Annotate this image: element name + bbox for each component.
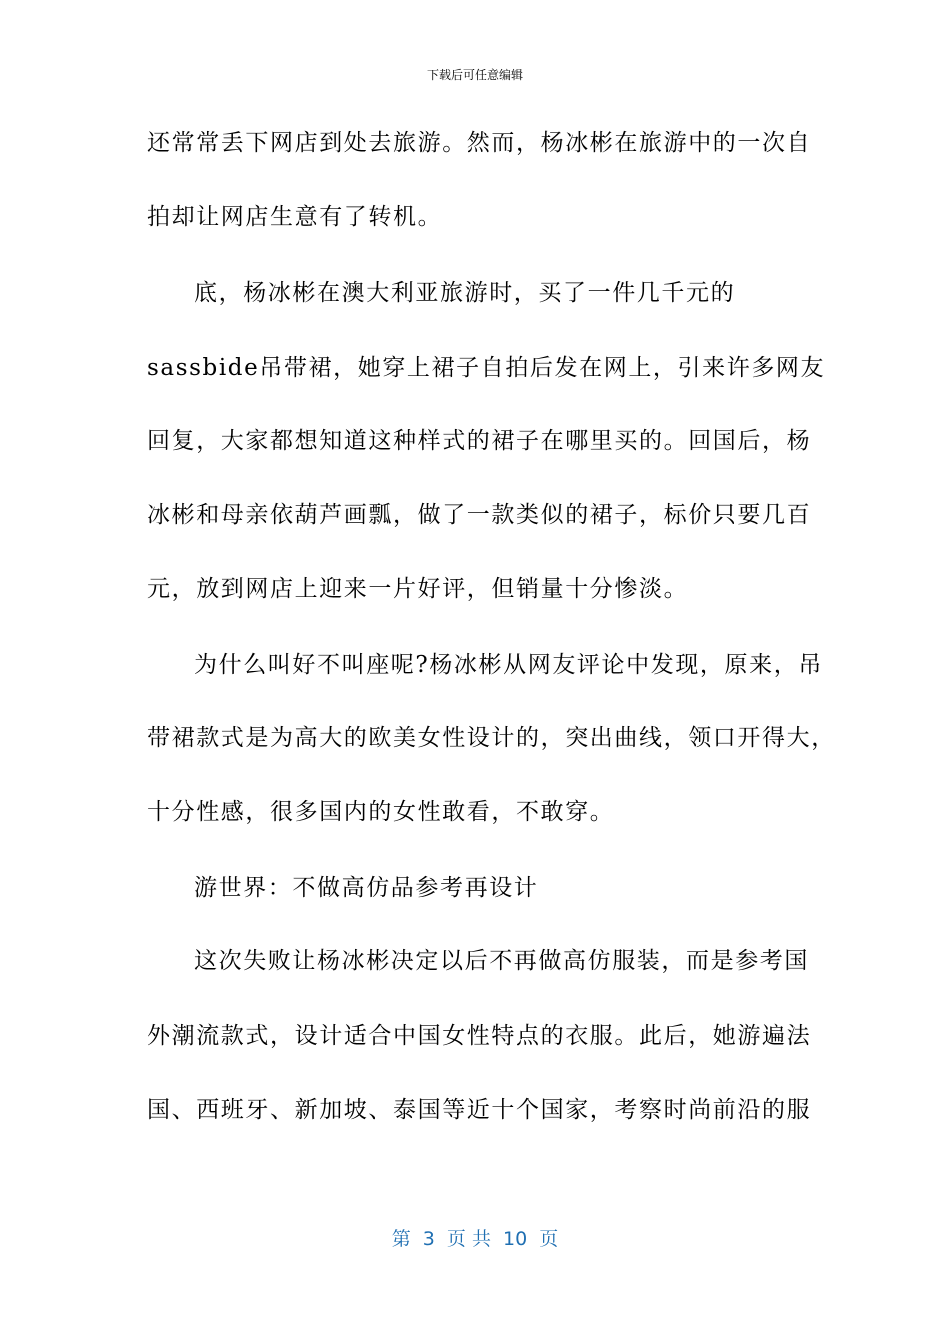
body-line: 外潮流款式，设计适合中国女性特点的衣服。此后，她游遍法 <box>147 1023 812 1049</box>
section-heading: 游世界：不做高仿品参考再设计 <box>194 875 539 901</box>
page-number: 第 3 页 共 10 页 <box>391 1228 559 1250</box>
body-line: 带裙款式是为高大的欧美女性设计的，突出曲线，领口开得大， <box>147 725 836 751</box>
body-line: 拍却让网店生意有了转机。 <box>147 204 443 230</box>
body-line: 元，放到网店上迎来一片好评，但销量十分惨淡。 <box>147 576 689 602</box>
body-line: 还常常丢下网店到处去旅游。然而，杨冰彬在旅游中的一次自 <box>147 130 812 156</box>
paragraph-start-line: 这次失败让杨冰彬决定以后不再做高仿服装，而是参考国 <box>194 948 809 974</box>
body-line: 冰彬和母亲依葫芦画瓢，做了一款类似的裙子，标价只要几百 <box>147 502 812 528</box>
header-note: 下载后可任意编辑 <box>426 68 523 82</box>
body-line: 十分性感，很多国内的女性敢看，不敢穿。 <box>147 799 615 825</box>
body-line: 国、西班牙、新加坡、泰国等近十个国家，考察时尚前沿的服 <box>147 1097 812 1123</box>
body-line: 回复，大家都想知道这种样式的裙子在哪里买的。回国后，杨 <box>147 428 812 454</box>
body-line: sassbide吊带裙，她穿上裙子自拍后发在网上，引来许多网友 <box>147 355 826 381</box>
paragraph-start-line: 为什么叫好不叫座呢?杨冰彬从网友评论中发现，原来，吊 <box>194 652 823 678</box>
paragraph-start-line: 底，杨冰彬在澳大利亚旅游时，买了一件几千元的 <box>194 280 736 306</box>
